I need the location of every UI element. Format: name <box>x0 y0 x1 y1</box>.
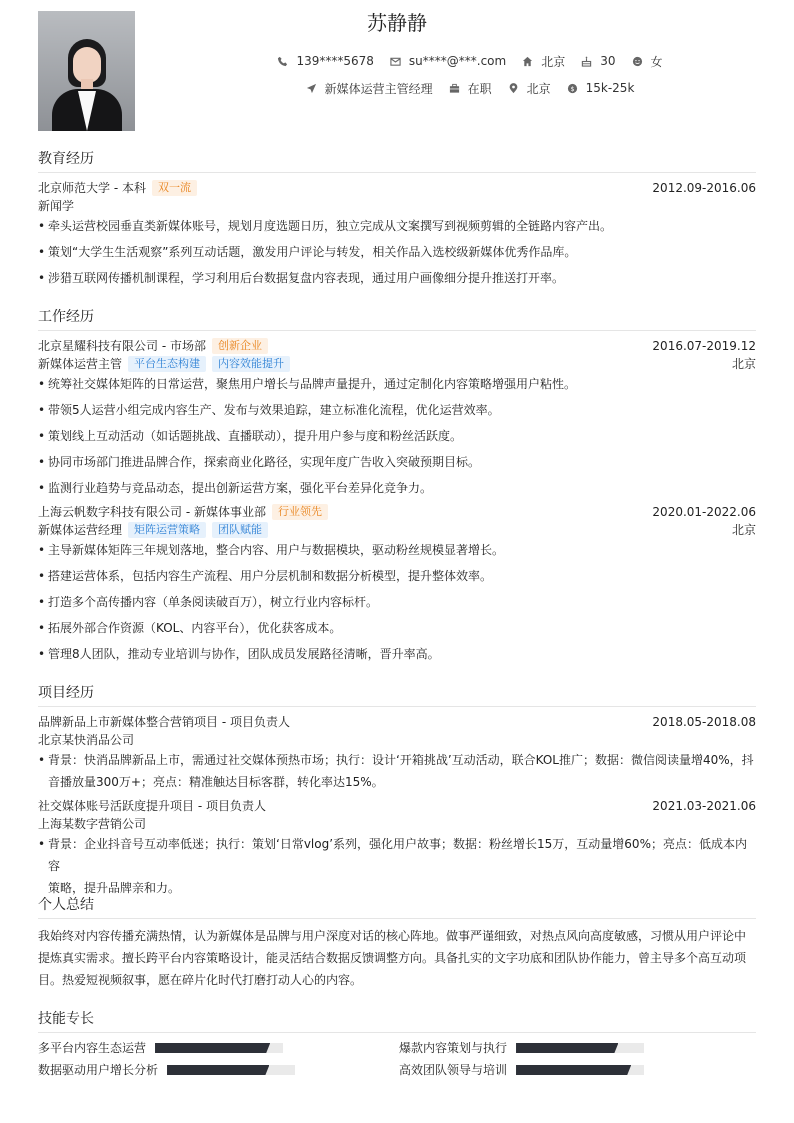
work-bullet: • 主导新媒体矩阵三年规划落地，整合内容、用户与数据模块，驱动粉丝规模显著增长。 <box>38 539 756 561</box>
target-city: 北京 <box>526 81 551 96</box>
skill-tag: 内容效能提升 <box>212 356 290 372</box>
work-bullet: • 拓展外部合作资源（KOL、内容平台），优化获客成本。 <box>38 617 756 639</box>
summary-line: 目。热爱短视频叙事，愿在碎片化时代打磨打动人心的内容。 <box>38 973 363 987</box>
skill-name: 爆款内容策划与执行 <box>399 1041 508 1055</box>
target-position: 新媒体运营主管经理 <box>324 81 433 96</box>
smiley-icon <box>632 56 643 67</box>
mail-icon <box>390 56 401 67</box>
skill-bar-fill <box>167 1065 269 1075</box>
major: 新闻学 <box>38 199 75 213</box>
project-name: 社交媒体账号活跃度提升项目 - 项目负责人 <box>38 799 266 813</box>
work-bullet: • 带领5人运营小组完成内容生产、发布与效果追踪，建立标准化流程，优化运营效率。 <box>38 399 756 421</box>
age-item <box>581 54 615 68</box>
skill-bar-fill <box>155 1043 270 1053</box>
skill-name: 高效团队领导与培训 <box>399 1063 508 1077</box>
work-city: 北京 <box>731 357 756 371</box>
work-section <box>38 308 756 331</box>
project-company-row <box>38 816 756 832</box>
section-title: 工作经历 <box>38 308 756 331</box>
education-bullet: • 涉猎互联网传播机制课程，学习利用后台数据复盘内容表现，通过用户画像细分提升推送打开率。 <box>38 267 756 289</box>
project-bullet-line: 策略，提升品牌亲和力。 <box>48 881 181 895</box>
work-city: 北京 <box>731 523 756 537</box>
status-item <box>449 81 492 95</box>
work-bullet: • 监测行业趋势与竞品动态，提出创新运营方案，强化平台差异化竞争力。 <box>38 477 756 499</box>
project-header <box>38 798 756 814</box>
section-title: 教育经历 <box>38 150 756 173</box>
work-bullet: • 策划线上互动活动（如话题挑战、直播联动），提升用户参与度和粉丝活跃度。 <box>38 425 756 447</box>
phone-number: 139****5678 <box>296 54 374 68</box>
target-city-item <box>508 81 551 95</box>
job-title: 新媒体运营主管 <box>38 357 123 371</box>
work-date: 2020.01-2022.06 <box>652 505 756 519</box>
skill-bar-fill <box>516 1043 618 1053</box>
work-bullet: • 协同市场部门推进品牌合作，探索商业化路径，实现年度广告收入突破预期目标。 <box>38 451 756 473</box>
position-item <box>306 81 433 95</box>
work-title-row <box>38 356 756 372</box>
email-item <box>390 54 506 68</box>
phone-item <box>277 54 373 68</box>
employment-status: 在职 <box>467 81 492 96</box>
work-header <box>38 504 756 520</box>
work-bullet: • 统筹社交媒体矩阵的日常运营，聚焦用户增长与品牌声量提升，通过定制化内容策略增强用户粘性。 <box>38 373 756 395</box>
skill-item <box>399 1062 644 1078</box>
skill-bar <box>167 1065 295 1075</box>
project-bullet <box>38 833 756 899</box>
project-header <box>38 714 756 730</box>
email-address: su****@***.com <box>408 54 507 68</box>
skill-tag: 平台生态构建 <box>128 356 206 372</box>
work-bullet: • 管理8人团队，推动专业培训与协作，团队成员发展路径清晰，晋升率高。 <box>38 643 756 665</box>
svg-text:$: $ <box>570 84 575 93</box>
skill-tag: 团队赋能 <box>212 522 268 538</box>
company-tag: 创新企业 <box>212 338 268 354</box>
expected-salary: 15k-25k <box>585 81 635 95</box>
summary-section <box>38 896 756 919</box>
project-bullet-line: 音播放量300万+；亮点：精准触达目标客群，转化率达15%。 <box>48 775 384 789</box>
education-header <box>38 180 756 196</box>
projects-section <box>38 684 756 707</box>
section-title: 项目经历 <box>38 684 756 707</box>
project-bullet-line: • 背景：快消品牌新品上市，需通过社交媒体预热市场；执行：设计‘开箱挑战’互动活动，联合KOL推广；数据：微信阅读量增40%，抖 <box>48 753 754 767</box>
money-icon <box>567 83 578 94</box>
phone-icon <box>277 56 288 67</box>
education-bullet: • 策划“大学生生活观察”系列互动话题，激发用户评论与转发，相关作品入选校级新媒体优秀作品库。 <box>38 241 756 263</box>
hometown: 北京 <box>541 54 566 69</box>
work-bullet: • 打造多个高传播内容（单条阅读破百万），树立行业内容标杆。 <box>38 591 756 613</box>
skill-item <box>38 1062 295 1078</box>
company-name: 北京星耀科技有限公司 - 市场部 <box>38 339 206 353</box>
cake-icon <box>581 56 592 67</box>
location-pin-icon <box>508 83 519 94</box>
gender: 女 <box>650 54 663 69</box>
section-title: 技能专长 <box>38 1010 756 1033</box>
skill-name: 多平台内容生态运营 <box>38 1041 147 1055</box>
education-section <box>38 150 756 173</box>
skill-item <box>38 1040 283 1056</box>
skill-tag: 矩阵运营策略 <box>128 522 206 538</box>
home-icon <box>522 56 533 67</box>
skill-bar <box>516 1065 644 1075</box>
company-tag: 行业领先 <box>272 504 328 520</box>
skill-item <box>399 1040 644 1056</box>
skill-bar <box>516 1043 644 1053</box>
work-date: 2016.07-2019.12 <box>652 339 756 353</box>
work-bullet: • 搭建运营体系，包括内容生产流程、用户分层机制和数据分析模型，提升整体效率。 <box>38 565 756 587</box>
skill-name: 数据驱动用户增长分析 <box>38 1063 159 1077</box>
project-bullet <box>38 749 756 793</box>
project-company-row <box>38 732 756 748</box>
section-title: 个人总结 <box>38 896 756 919</box>
education-major-row <box>38 198 756 214</box>
school-name: 北京师范大学 - 本科 <box>38 181 146 195</box>
summary-line: 我始终对内容传播充满热情，认为新媒体是品牌与用户深度对话的核心阵地。做事严谨细致，对热点风向高度敏感，习惯从用户评论中 <box>38 929 747 943</box>
job-intent-row <box>150 81 790 95</box>
education-date: 2012.09-2016.06 <box>652 181 756 195</box>
company-name: 上海云帆数字科技有限公司 - 新媒体事业部 <box>38 505 266 519</box>
send-icon <box>306 83 317 94</box>
project-date: 2018.05-2018.08 <box>652 715 756 729</box>
salary-item <box>567 81 635 95</box>
project-company: 北京某快消品公司 <box>38 733 135 747</box>
skill-bar <box>155 1043 283 1053</box>
project-bullet-line: • 背景：企业抖音号互动率低迷；执行：策划‘日常vlog’系列，强化用户故事；数据：粉丝增长15万，互动量增60%；亮点：低成本内容 <box>48 837 747 873</box>
candidate-name: 苏静静 <box>367 11 427 35</box>
education-bullet: • 牵头运营校园垂直类新媒体账号，规划月度选题日历，独立完成从文案撰写到视频剪辑的全链路内容产出。 <box>38 215 756 237</box>
hometown-item <box>522 54 565 68</box>
age: 30 <box>600 54 616 68</box>
work-title-row <box>38 522 756 538</box>
skills-section <box>38 1010 756 1033</box>
skill-bar-fill <box>516 1065 631 1075</box>
gender-item <box>632 54 663 68</box>
briefcase-icon <box>449 83 460 94</box>
project-company: 上海某数字营销公司 <box>38 817 147 831</box>
work-header <box>38 338 756 354</box>
summary-text <box>38 925 756 991</box>
school-tag: 双一流 <box>152 180 197 196</box>
summary-line: 提炼真实需求。擅长跨平台内容策略设计，能灵活结合数据反馈调整方向。具备扎实的文字功底和团队协作能力，曾主导多个高互动项 <box>38 951 747 965</box>
contact-info-row <box>150 54 790 68</box>
project-date: 2021.03-2021.06 <box>652 799 756 813</box>
project-name: 品牌新品上市新媒体整合营销项目 - 项目负责人 <box>38 715 290 729</box>
job-title: 新媒体运营经理 <box>38 523 123 537</box>
